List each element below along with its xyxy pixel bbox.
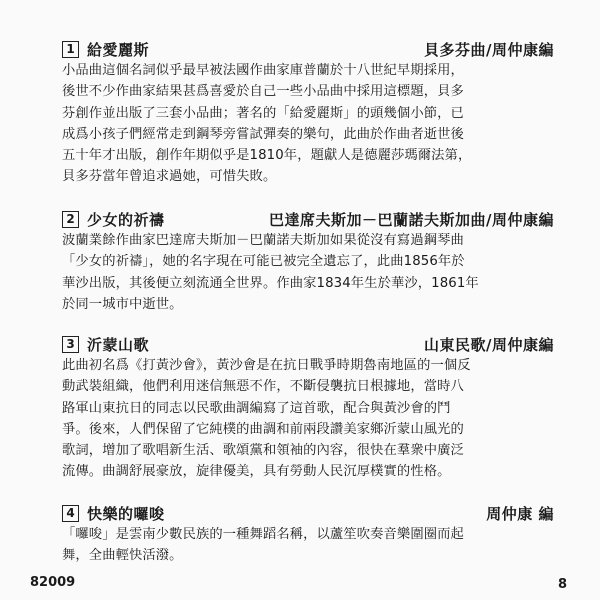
section-number: 2 [62,211,79,228]
body-line: 成爲小孩子們經常走到鋼琴旁嘗試彈奏的樂句，此曲於作曲者逝世後 [62,126,464,142]
section-body [62,355,554,483]
section-heading [62,209,165,230]
section-title: 給愛麗斯 [87,40,150,59]
body-line: 五十年才出版，創作年期似乎是1810年，題獻人是德麗莎瑪爾法第， [62,148,472,164]
section-number: 1 [62,41,79,58]
section-number: 4 [62,505,79,522]
section-credit: 周仲康 編 [486,504,554,523]
section-title: 快樂的囉唆 [87,504,165,523]
body-line: 路軍山東抗日的同志以民歌曲調編寫了這首歌，配合與黃沙會的鬥 [62,400,451,416]
section-credit: 貝多芬曲/周仲康編 [424,40,554,59]
body-line: 貝多芬當年曾追求過她，可惜失敗。 [62,169,277,185]
section-header [62,38,554,60]
section-body [62,230,554,315]
section-title: 沂蒙山歌 [87,335,150,354]
section-2 [62,208,554,315]
section-header [62,502,554,524]
body-line: 舞，全曲輕快活潑。 [62,548,183,564]
section-heading [62,503,165,524]
section-heading [62,39,149,60]
section-title: 少女的祈禱 [87,210,165,229]
body-line: 華沙出版，其後便立刻流通全世界。作曲家1834年生於華沙，1861年 [62,275,479,291]
section-4 [62,502,554,567]
section-3 [62,333,554,483]
body-line: 此曲初名爲《打黃沙會》，黃沙會是在抗日戰爭時期魯南地區的一個反 [62,358,471,373]
body-line: 爭。後來，人們保留了它純樸的曲調和前兩段讚美家鄉沂蒙山風光的 [62,421,464,437]
body-line: 小品曲這個名詞似乎最早被法國作曲家庫普蘭於十八世紀早期採用， [62,63,464,78]
section-credit: 巴達席夫斯加－巴蘭諾夫斯加曲/周仲康編 [269,210,554,229]
body-line: 後世不少作曲家結果甚爲喜愛於自己一些小品曲中採用這標題，貝多 [62,84,464,100]
page-number: 8 [558,577,568,592]
section-1 [62,38,554,188]
body-line: 「少女的祈禱」，她的名字現在可能已被完全遺忘了，此曲1856年於 [62,254,465,270]
section-body [62,60,554,188]
section-body [62,524,554,567]
section-header [62,208,554,230]
body-line: 「囉唆」是雲南少數民族的一種舞蹈名稱，以蘆笙吹奏音樂圍圈而起 [62,527,464,542]
body-line: 於同一城市中逝世。 [62,296,183,312]
body-line: 動武裝組織，他們利用迷信無惡不作，不斷侵襲抗日根據地，當時八 [62,379,464,395]
body-line: 波蘭業餘作曲家巴達席夫斯加－巴蘭諾夫斯加如果從沒有寫過鋼琴曲 [62,233,464,248]
body-line: 歌詞，增加了歌唱新生活、歌頌黨和領袖的內容，很快在羣衆中廣泛 [62,443,464,459]
section-header [62,333,554,355]
section-heading [62,334,149,355]
catalog-number: 82009 [30,575,76,590]
section-credit: 山東民歌/周仲康編 [424,335,554,354]
body-line: 芬創作並出版了三套小品曲；著名的「給愛麗斯」的頭幾個小節，已 [62,105,464,121]
body-line: 流傳。曲調舒展豪放，旋律優美，具有勞動人民沉厚樸實的性格。 [62,464,451,480]
section-number: 3 [62,336,79,353]
